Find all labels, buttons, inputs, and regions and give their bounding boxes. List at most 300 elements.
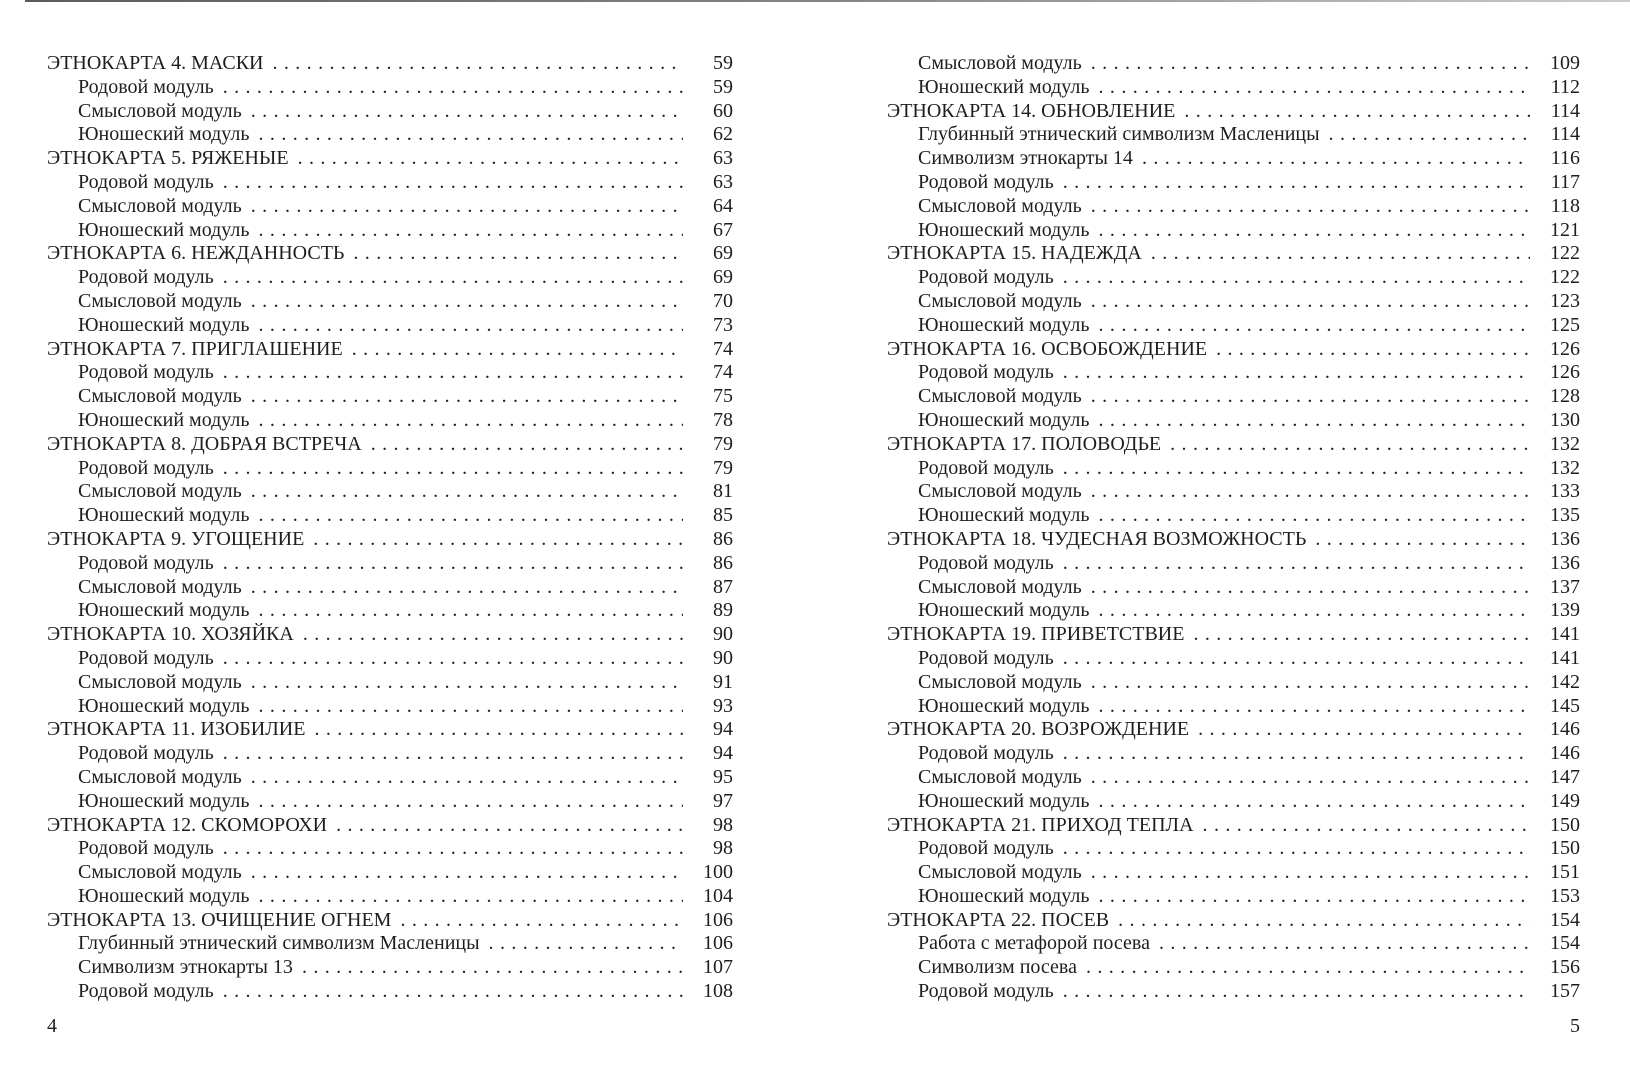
toc-row [887,814,1580,838]
toc-entry-page-number: 94 [713,742,733,765]
toc-entry-page-number: 114 [1550,123,1580,146]
dot-leader [1063,457,1530,481]
toc-entry-page-number: 136 [1550,527,1580,550]
dot-leader [298,147,683,171]
toc-row [887,100,1580,124]
toc-row [47,528,733,552]
toc-entry-label: Родовой модуль [918,551,1054,574]
toc-column-left [47,52,733,1004]
toc-entry-page-number: 128 [1550,385,1580,408]
dot-leader [259,314,683,338]
dot-leader [302,956,683,980]
toc-entry-label: Смысловой модуль [78,385,242,408]
dot-leader [1091,385,1530,409]
dot-leader [223,361,683,385]
dot-leader [1170,433,1530,457]
toc-entry-page-number: 74 [713,337,733,360]
toc-entry-page-number: 112 [1550,75,1580,98]
toc-entry-page-number: 136 [1550,551,1580,574]
toc-entry-label: Смысловой модуль [78,289,242,312]
toc-entry-page-number: 117 [1550,170,1580,193]
toc-row [47,956,733,980]
toc-entry-label: Смысловой модуль [918,861,1082,884]
toc-entry-label: ЭТНОКАРТА 9. УГОЩЕНИЕ [47,527,305,550]
toc-entry-page-number: 85 [713,504,733,527]
toc-entry-label: Юношеский модуль [918,884,1090,907]
toc-row [47,932,733,956]
toc-row [887,528,1580,552]
toc-entry-label: ЭТНОКАРТА 21. ПРИХОД ТЕПЛА [887,813,1194,836]
toc-row [887,647,1580,671]
toc-entry-label: ЭТНОКАРТА 15. НАДЕЖДА [887,242,1142,265]
dot-leader [1099,314,1530,338]
toc-entry-label: Юношеский модуль [78,884,250,907]
toc-entry-page-number: 135 [1550,504,1580,527]
toc-entry-label: Смысловой модуль [78,861,242,884]
toc-entry-label: Глубинный этнический символизм Масленицы [78,932,480,955]
dot-leader [1091,576,1530,600]
toc-entry-label: Смысловой модуль [918,385,1082,408]
toc-row [47,576,733,600]
toc-entry-page-number: 153 [1550,884,1580,907]
toc-entry-label: Юношеский модуль [918,504,1090,527]
toc-row [887,147,1580,171]
toc-entry-label: Смысловой модуль [918,575,1082,598]
dot-leader [223,980,683,1004]
toc-entry-label: ЭТНОКАРТА 22. ПОСЕВ [887,908,1110,931]
toc-row [47,909,733,933]
dot-leader [1091,195,1530,219]
toc-row [47,861,733,885]
dot-leader [251,671,683,695]
dot-leader [251,766,683,790]
toc-entry-page-number: 123 [1550,289,1580,312]
toc-row [47,718,733,742]
toc-entry-label: Юношеский модуль [918,408,1090,431]
toc-entry-label: Юношеский модуль [78,789,250,812]
dot-leader [223,76,683,100]
dot-leader [1091,52,1530,76]
dot-leader [1099,790,1530,814]
toc-entry-page-number: 145 [1550,694,1580,717]
dot-leader [1315,528,1530,552]
toc-row [887,790,1580,814]
dot-leader [1184,100,1530,124]
toc-row [887,742,1580,766]
toc-entry-page-number: 64 [713,194,733,217]
toc-entry-page-number: 132 [1550,432,1580,455]
toc-entry-page-number: 98 [713,837,733,860]
toc-row [47,433,733,457]
toc-row [47,504,733,528]
toc-entry-page-number: 147 [1550,765,1580,788]
toc-entry-page-number: 126 [1550,337,1580,360]
toc-entry-page-number: 149 [1550,789,1580,812]
dot-leader [223,266,683,290]
toc-entry-page-number: 122 [1550,266,1580,289]
dot-leader [251,290,683,314]
toc-row [47,266,733,290]
toc-entry-page-number: 133 [1550,480,1580,503]
toc-entry-label: Смысловой модуль [918,289,1082,312]
toc-entry-page-number: 137 [1550,575,1580,598]
dot-leader [1063,361,1530,385]
toc-row [887,314,1580,338]
dot-leader [1063,980,1530,1004]
toc-entry-page-number: 125 [1550,313,1580,336]
toc-entry-label: Родовой модуль [918,266,1054,289]
toc-entry-label: Смысловой модуль [918,52,1082,74]
toc-row [887,123,1580,147]
toc-entry-page-number: 151 [1550,861,1580,884]
toc-row [47,766,733,790]
toc-entry-label: Родовой модуль [918,742,1054,765]
toc-row [887,361,1580,385]
toc-entry-label: Символизм посева [918,956,1077,979]
toc-entry-label: ЭТНОКАРТА 18. ЧУДЕСНАЯ ВОЗМОЖНОСТЬ [887,527,1307,550]
dot-leader [1099,695,1530,719]
toc-entry-page-number: 98 [713,813,733,836]
toc-entry-label: ЭТНОКАРТА 20. ВОЗРОЖДЕНИЕ [887,718,1190,741]
toc-entry-label: Смысловой модуль [78,670,242,693]
dot-leader [1216,338,1530,362]
toc-entry-label: ЭТНОКАРТА 7. ПРИГЛАШЕНИЕ [47,337,343,360]
toc-column-right [887,52,1580,1004]
toc-entry-label: Юношеский модуль [78,694,250,717]
dot-leader [259,409,683,433]
toc-row [47,361,733,385]
dot-leader [353,242,683,266]
toc-entry-label: ЭТНОКАРТА 5. РЯЖЕНЫЕ [47,147,289,170]
toc-entry-page-number: 104 [703,884,733,907]
toc-entry-label: Юношеский модуль [78,218,250,241]
toc-row [887,242,1580,266]
toc-entry-page-number: 62 [713,123,733,146]
dot-leader [223,171,683,195]
toc-entry-page-number: 121 [1550,218,1580,241]
toc-row [887,290,1580,314]
toc-entry-page-number: 154 [1550,908,1580,931]
toc-row [887,480,1580,504]
toc-entry-label: Родовой модуль [918,456,1054,479]
toc-entry-page-number: 139 [1550,599,1580,622]
toc-row [47,480,733,504]
toc-row [887,671,1580,695]
toc-entry-page-number: 93 [713,694,733,717]
dot-leader [1329,123,1530,147]
toc-entry-page-number: 63 [713,170,733,193]
toc-row [887,861,1580,885]
dot-leader [1063,171,1530,195]
toc-entry-label: Юношеский модуль [918,789,1090,812]
toc-entry-page-number: 146 [1550,742,1580,765]
toc-row [47,647,733,671]
toc-entry-label: Родовой модуль [918,646,1054,669]
toc-entry-page-number: 141 [1550,623,1580,646]
toc-row [887,266,1580,290]
toc-entry-page-number: 59 [713,75,733,98]
dot-leader [1099,219,1530,243]
toc-row [887,409,1580,433]
dot-leader [1099,599,1530,623]
toc-row [887,385,1580,409]
dot-leader [371,433,683,457]
toc-row [887,837,1580,861]
toc-row [47,76,733,100]
toc-entry-page-number: 78 [713,408,733,431]
toc-row [887,504,1580,528]
toc-row [887,195,1580,219]
toc-entry-page-number: 74 [713,361,733,384]
toc-entry-page-number: 91 [713,670,733,693]
dot-leader [1091,861,1530,885]
dot-leader [1063,647,1530,671]
toc-entry-page-number: 109 [1550,52,1580,74]
toc-entry-label: Смысловой модуль [918,765,1082,788]
toc-entry-page-number: 107 [703,956,733,979]
toc-entry-page-number: 79 [713,432,733,455]
toc-entry-label: Смысловой модуль [78,765,242,788]
toc-entry-label: ЭТНОКАРТА 11. ИЗОБИЛИЕ [47,718,306,741]
toc-entry-label: Юношеский модуль [78,504,250,527]
toc-row [47,695,733,719]
toc-entry-label: Смысловой модуль [78,480,242,503]
toc-entry-label: Юношеский модуль [918,599,1090,622]
toc-entry-label: Юношеский модуль [78,599,250,622]
toc-entry-label: Родовой модуль [918,837,1054,860]
toc-entry-page-number: 118 [1550,194,1580,217]
toc-entry-label: ЭТНОКАРТА 16. ОСВОБОЖДЕНИЕ [887,337,1208,360]
toc-row [887,338,1580,362]
toc-row [887,932,1580,956]
toc-entry-label: Юношеский модуль [78,313,250,336]
dot-leader [223,457,683,481]
toc-entry-page-number: 114 [1550,99,1580,122]
toc-entry-page-number: 75 [713,385,733,408]
dot-leader [400,909,683,933]
toc-row [887,457,1580,481]
toc-entry-page-number: 59 [713,52,733,74]
dot-leader [223,552,683,576]
toc-entry-label: Смысловой модуль [918,480,1082,503]
toc-entry-page-number: 86 [713,527,733,550]
toc-row [47,980,733,1004]
toc-entry-page-number: 126 [1550,361,1580,384]
toc-entry-label: Родовой модуль [78,980,214,1003]
toc-entry-label: Родовой модуль [78,742,214,765]
toc-entry-label: Юношеский модуль [918,313,1090,336]
toc-row [47,171,733,195]
toc-row [47,742,733,766]
toc-entry-label: Родовой модуль [78,170,214,193]
toc-entry-label: Родовой модуль [918,361,1054,384]
dot-leader [251,576,683,600]
toc-row [47,671,733,695]
toc-row [887,718,1580,742]
toc-entry-label: Символизм этнокарты 14 [918,147,1133,170]
dot-leader [1099,885,1530,909]
dot-leader [1118,909,1530,933]
dot-leader [1091,671,1530,695]
toc-row [887,433,1580,457]
toc-row [47,52,733,76]
dot-leader [1091,290,1530,314]
toc-entry-page-number: 87 [713,575,733,598]
toc-entry-page-number: 79 [713,456,733,479]
toc-row [887,552,1580,576]
toc-entry-label: Работа с метафорой посева [918,932,1150,955]
toc-entry-page-number: 100 [703,861,733,884]
toc-entry-page-number: 97 [713,789,733,812]
dot-leader [251,480,683,504]
toc-entry-page-number: 95 [713,765,733,788]
toc-entry-label: ЭТНОКАРТА 10. ХОЗЯЙКА [47,623,294,646]
toc-entry-label: Юношеский модуль [918,218,1090,241]
toc-entry-page-number: 132 [1550,456,1580,479]
toc-entry-page-number: 108 [703,980,733,1003]
toc-row [887,219,1580,243]
toc-row [47,195,733,219]
toc-entry-page-number: 90 [713,623,733,646]
toc-entry-label: Родовой модуль [78,456,214,479]
page-number-right: 5 [1570,1015,1580,1037]
toc-entry-page-number: 122 [1550,242,1580,265]
toc-entry-page-number: 130 [1550,408,1580,431]
dot-leader [1203,814,1530,838]
dot-leader [1086,956,1530,980]
toc-entry-label: Юношеский модуль [78,408,250,431]
toc-row [47,599,733,623]
toc-entry-label: ЭТНОКАРТА 17. ПОЛОВОДЬЕ [887,432,1162,455]
dot-leader [1063,837,1530,861]
dot-leader [303,623,683,647]
toc-entry-label: Родовой модуль [78,837,214,860]
toc-entry-page-number: 86 [713,551,733,574]
toc-entry-label: ЭТНОКАРТА 8. ДОБРАЯ ВСТРЕЧА [47,432,362,455]
toc-entry-page-number: 146 [1550,718,1580,741]
toc-row [47,552,733,576]
dot-leader [259,885,683,909]
toc-entry-label: Смысловой модуль [78,99,242,122]
toc-entry-page-number: 81 [713,480,733,503]
toc-entry-label: Смысловой модуль [78,575,242,598]
toc-row [47,123,733,147]
toc-row [887,52,1580,76]
toc-row [887,909,1580,933]
toc-row [47,100,733,124]
toc-entry-page-number: 94 [713,718,733,741]
toc-entry-page-number: 69 [713,242,733,265]
toc-entry-label: Юношеский модуль [78,123,250,146]
dot-leader [259,790,683,814]
toc-entry-page-number: 156 [1550,956,1580,979]
toc-row [47,409,733,433]
toc-entry-page-number: 106 [703,908,733,931]
toc-entry-page-number: 70 [713,289,733,312]
toc-entry-label: Родовой модуль [918,980,1054,1003]
toc-row [47,290,733,314]
dot-leader [1099,76,1530,100]
toc-entry-label: ЭТНОКАРТА 14. ОБНОВЛЕНИЕ [887,99,1176,122]
toc-row [47,385,733,409]
dot-leader [1099,409,1530,433]
toc-entry-label: Родовой модуль [78,361,214,384]
toc-entry-page-number: 157 [1550,980,1580,1003]
dot-leader [1099,504,1530,528]
toc-entry-label: ЭТНОКАРТА 4. МАСКИ [47,52,264,74]
toc-entry-page-number: 142 [1550,670,1580,693]
dot-leader [223,742,683,766]
dot-leader [489,932,683,956]
dot-leader [259,123,683,147]
toc-entry-label: Родовой модуль [918,170,1054,193]
toc-entry-page-number: 69 [713,266,733,289]
toc-entry-label: Смысловой модуль [918,194,1082,217]
toc-row [887,885,1580,909]
dot-leader [352,338,683,362]
toc-row [887,695,1580,719]
toc-row [887,766,1580,790]
toc-row [887,76,1580,100]
dot-leader [272,52,683,76]
toc-entry-label: Родовой модуль [78,266,214,289]
toc-entry-label: Юношеский модуль [918,75,1090,98]
toc-row [47,885,733,909]
dot-leader [259,219,683,243]
toc-row [47,457,733,481]
toc-row [887,171,1580,195]
toc-entry-page-number: 141 [1550,646,1580,669]
toc-entry-page-number: 116 [1550,147,1580,170]
dot-leader [1091,480,1530,504]
dot-leader [1151,242,1530,266]
toc-entry-page-number: 106 [703,932,733,955]
dot-leader [1091,766,1530,790]
dot-leader [251,861,683,885]
dot-leader [1193,623,1530,647]
toc-entry-page-number: 89 [713,599,733,622]
dot-leader [259,695,683,719]
toc-entry-label: Родовой модуль [78,75,214,98]
toc-entry-page-number: 150 [1550,837,1580,860]
toc-row [887,623,1580,647]
toc-entry-label: Юношеский модуль [918,694,1090,717]
toc-entry-page-number: 90 [713,646,733,669]
toc-entry-page-number: 150 [1550,813,1580,836]
toc-row [47,338,733,362]
toc-entry-label: Родовой модуль [78,551,214,574]
dot-leader [1142,147,1530,171]
toc-row [47,242,733,266]
dot-leader [314,718,683,742]
toc-row [47,623,733,647]
toc-entry-label: ЭТНОКАРТА 19. ПРИВЕТСТВИЕ [887,623,1185,646]
toc-entry-label: Родовой модуль [78,646,214,669]
toc-row [47,790,733,814]
dot-leader [223,647,683,671]
toc-entry-label: Глубинный этнический символизм Масленицы [918,123,1320,146]
toc-entry-label: ЭТНОКАРТА 6. НЕЖДАННОСТЬ [47,242,345,265]
dot-leader [1063,552,1530,576]
dot-leader [223,837,683,861]
toc-entry-label: ЭТНОКАРТА 13. ОЧИЩЕНИЕ ОГНЕМ [47,908,392,931]
dot-leader [313,528,683,552]
dot-leader [259,504,683,528]
toc-row [887,576,1580,600]
toc-entry-label: Смысловой модуль [918,670,1082,693]
toc-entry-page-number: 73 [713,313,733,336]
dot-leader [1159,932,1530,956]
